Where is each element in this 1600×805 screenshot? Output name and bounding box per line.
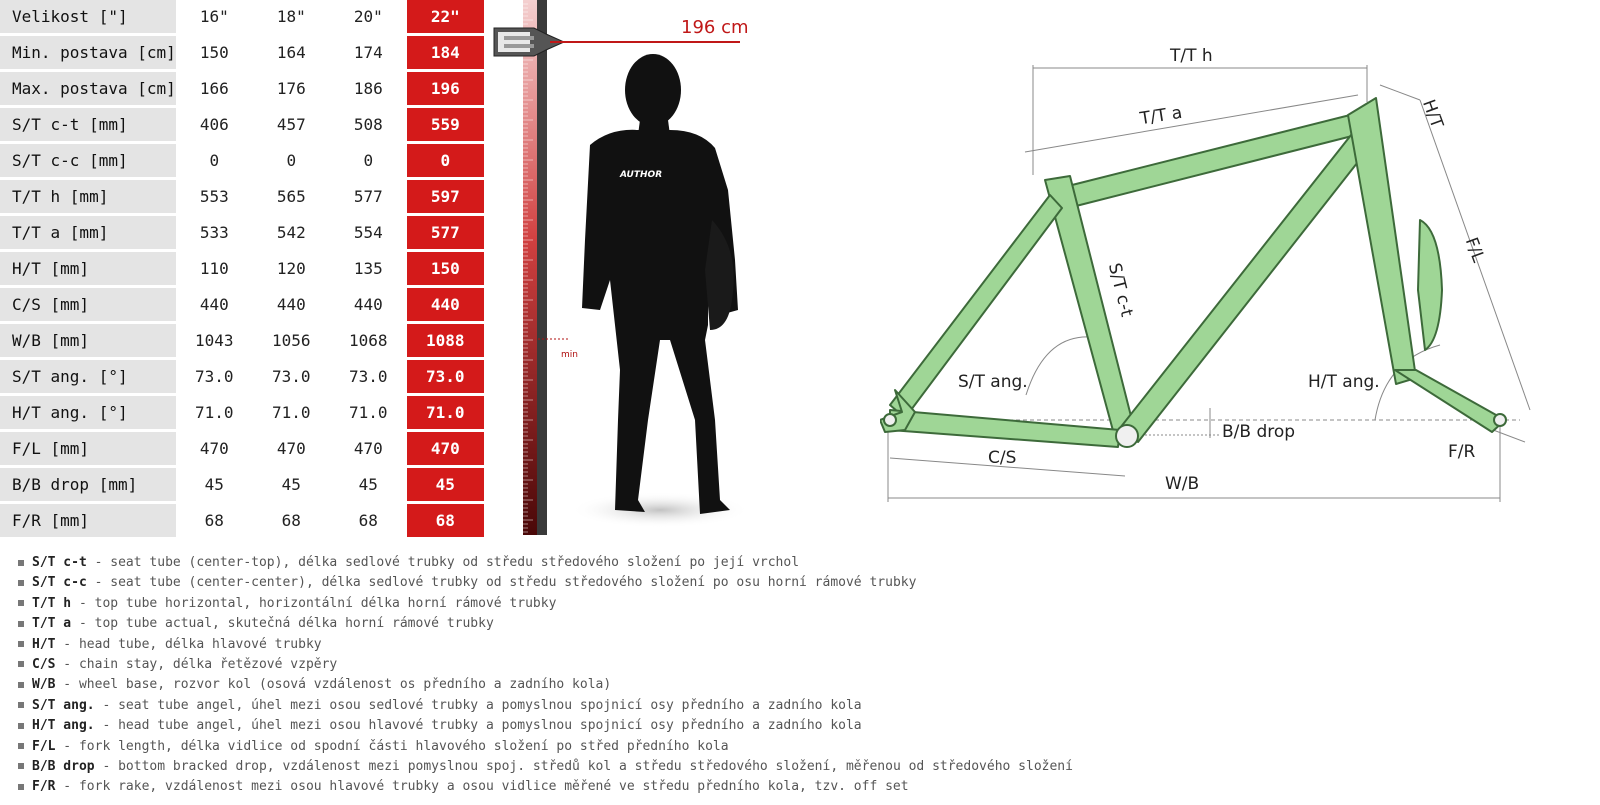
label-fl: F/L [1460, 234, 1489, 266]
value-cell: 73.0 [272, 367, 311, 386]
min-label: min [561, 350, 578, 360]
table-row [0, 252, 484, 285]
value-cell: 16" [199, 7, 229, 26]
legend-text: - seat tube (center-center), délka sedlové trubky od středu středového složení po osu horní rámové trubky [86, 575, 917, 591]
value-cell: 406 [199, 115, 229, 134]
row-label: S/T c-t [mm] [0, 108, 176, 141]
legend-abbr: F/L [32, 738, 56, 754]
label-cs: C/S [988, 448, 1017, 468]
legend-text: - chain stay, délka řetězové vzpěry [55, 656, 338, 672]
value-cell: 533 [199, 223, 229, 242]
fork-brake-mount [1418, 220, 1442, 350]
rear-axle [884, 414, 896, 426]
row-label: Max. postava [cm] [0, 72, 176, 105]
highlight-cell: 196 [407, 72, 484, 105]
legend-text: - fork rake, vzdálenost mezi osou hlavové trubky a osou vidlice měřené ve středu předního kola, tzv. off set [55, 779, 909, 795]
highlight-cell: 45 [407, 468, 484, 501]
table-row [0, 324, 484, 357]
fork-lower [1395, 370, 1505, 432]
value-cell: 68 [281, 511, 301, 530]
table-row [0, 180, 484, 213]
row-label: S/T c-c [mm] [0, 144, 176, 177]
brand-logo: AUTHOR [620, 170, 663, 180]
legend-abbr: W/B [32, 677, 56, 693]
table-row [0, 396, 484, 429]
bullet-icon [18, 743, 24, 749]
legend-text: - top tube actual, skutečná délka horní rámové trubky [71, 616, 494, 632]
value-cell: 45 [358, 475, 378, 494]
row-label: S/T ang. [°] [0, 360, 176, 393]
table-row [0, 288, 484, 321]
row-label: Velikost ["] [0, 0, 176, 33]
min-marker [538, 336, 568, 342]
label-fr: F/R [1448, 442, 1476, 462]
legend-text: - fork length, délka vidlice od spodní části hlavového složení po střed předního kola [55, 738, 729, 754]
value-cell: 565 [276, 187, 306, 206]
value-cell: 577 [353, 187, 383, 206]
legend-item [18, 675, 1073, 695]
geometry-table [0, 0, 484, 540]
highlight-cell: 22" [407, 0, 484, 33]
bullet-icon [18, 784, 24, 790]
row-label: W/B [mm] [0, 324, 176, 357]
legend-abbr: H/T ang. [32, 718, 95, 734]
head-tube-fork [1348, 98, 1416, 384]
label-stct: S/T c-t [1103, 261, 1137, 319]
table-row [0, 432, 484, 465]
value-cell: 110 [199, 259, 229, 278]
label-htang: H/T ang. [1308, 372, 1380, 392]
value-cell: 120 [276, 259, 306, 278]
legend-abbr: H/T [32, 636, 56, 652]
bullet-icon [18, 641, 24, 647]
value-cell: 68 [204, 511, 224, 530]
row-label: F/R [mm] [0, 504, 176, 537]
row-label: Min. postava [cm] [0, 36, 176, 69]
value-cell: 542 [276, 223, 306, 242]
height-ruler [523, 0, 547, 535]
value-cell: 1056 [272, 331, 311, 350]
highlight-cell: 71.0 [407, 396, 484, 429]
table-row [0, 0, 484, 33]
bottom-bracket [1116, 425, 1138, 447]
legend-text: - head tube, délka hlavové trubky [55, 636, 322, 652]
value-cell: 20" [353, 7, 383, 26]
table-row [0, 72, 484, 105]
value-cell: 470 [276, 439, 306, 458]
table-row [0, 360, 484, 393]
value-cell: 45 [281, 475, 301, 494]
front-axle [1494, 414, 1506, 426]
highlight-cell: 470 [407, 432, 484, 465]
legend-text: - seat tube (center-top), délka sedlové trubky od středu středového složení po její vrchol [86, 555, 800, 570]
legend-item [18, 716, 1073, 736]
value-cell: 73.0 [195, 367, 234, 386]
value-cell: 508 [353, 115, 383, 134]
legend-abbr: S/T ang. [32, 697, 95, 713]
value-cell: 186 [353, 79, 383, 98]
value-cell: 1068 [349, 331, 388, 350]
bullet-icon [18, 580, 24, 586]
value-cell: 553 [199, 187, 229, 206]
value-cell: 135 [353, 259, 383, 278]
legend-text: - wheel base, rozvor kol (osová vzdálenost os předního a zadního kola) [55, 677, 612, 693]
highlight-cell: 597 [407, 180, 484, 213]
geometry-table-body [0, 0, 484, 537]
legend-item [18, 655, 1073, 675]
legend-item [18, 737, 1073, 757]
highlight-cell: 150 [407, 252, 484, 285]
label-wb: W/B [1165, 474, 1200, 494]
legend-text: - top tube horizontal, horizontální délka horní rámové trubky [71, 595, 557, 611]
highlight-cell: 73.0 [407, 360, 484, 393]
row-label: T/T a [mm] [0, 216, 176, 249]
value-cell: 71.0 [272, 403, 311, 422]
st-angle-arc [1026, 337, 1090, 395]
legend-text: - head tube angel, úhel mezi osou hlavové trubky a pomyslnou spojnicí osy předního a zadního kola [94, 718, 862, 734]
value-cell: 440 [353, 295, 383, 314]
value-cell: 1043 [195, 331, 234, 350]
row-label: C/S [mm] [0, 288, 176, 321]
value-cell: 45 [204, 475, 224, 494]
value-cell: 166 [199, 79, 229, 98]
row-label: B/B drop [mm] [0, 468, 176, 501]
value-cell: 150 [199, 43, 229, 62]
legend-abbr: F/R [32, 779, 56, 795]
value-cell: 0 [363, 151, 374, 170]
legend-item [18, 553, 1073, 573]
label-bbdrop: B/B drop [1222, 422, 1296, 442]
legend-abbr: S/T c-t [32, 555, 87, 570]
row-label: H/T ang. [°] [0, 396, 176, 429]
table-row [0, 108, 484, 141]
legend-item [18, 614, 1073, 634]
bullet-icon [18, 763, 24, 769]
table-row [0, 468, 484, 501]
ht-dimension-line [1380, 85, 1420, 100]
bullet-icon [18, 661, 24, 667]
abbreviation-legend [18, 553, 1073, 798]
value-cell: 174 [353, 43, 383, 62]
legend-text: - bottom bracked drop, vzdálenost mezi pomyslnou spoj. středů kol a středu středového složení, měřenou od středového složení [94, 758, 1073, 774]
value-cell: 470 [199, 439, 229, 458]
value-cell: 440 [199, 295, 229, 314]
row-label: H/T [mm] [0, 252, 176, 285]
highlight-cell: 184 [407, 36, 484, 69]
value-cell: 470 [353, 439, 383, 458]
value-cell: 457 [276, 115, 306, 134]
bullet-icon [18, 560, 24, 566]
row-label: T/T h [mm] [0, 180, 176, 213]
value-cell: 68 [358, 511, 378, 530]
label-tta: T/T a [1138, 102, 1184, 130]
value-cell: 71.0 [349, 403, 388, 422]
highlight-cell: 68 [407, 504, 484, 537]
table-row [0, 144, 484, 177]
value-cell: 164 [276, 43, 306, 62]
highlight-cell: 577 [407, 216, 484, 249]
bullet-icon [18, 702, 24, 708]
highlight-cell: 440 [407, 288, 484, 321]
label-ht: H/T [1418, 96, 1447, 132]
bullet-icon [18, 723, 24, 729]
legend-abbr: T/T a [32, 616, 72, 632]
legend-item [18, 757, 1073, 777]
legend-item [18, 635, 1073, 655]
legend-abbr: T/T h [32, 595, 72, 611]
highlight-cell: 0 [407, 144, 484, 177]
value-cell: 71.0 [195, 403, 234, 422]
bullet-icon [18, 682, 24, 688]
chain-stay [890, 410, 1120, 447]
value-cell: 176 [276, 79, 306, 98]
highlight-cell: 559 [407, 108, 484, 141]
legend-abbr: S/T c-c [32, 575, 87, 591]
height-label: 196 cm [681, 17, 749, 38]
label-tth: T/T h [1170, 46, 1213, 66]
label-stang: S/T ang. [958, 372, 1028, 392]
value-cell: 0 [286, 151, 297, 170]
highlight-cell: 1088 [407, 324, 484, 357]
legend-item [18, 696, 1073, 716]
legend-abbr: C/S [32, 656, 56, 672]
bullet-icon [18, 600, 24, 606]
value-cell: 440 [276, 295, 306, 314]
legend-item [18, 777, 1073, 797]
legend-item [18, 573, 1073, 593]
legend-text: - seat tube angel, úhel mezi osou sedlové trubky a pomyslnou spojnicí osy předního a zadního kola [94, 697, 862, 713]
value-cell: 0 [209, 151, 220, 170]
value-cell: 554 [353, 223, 383, 242]
bullet-icon [18, 621, 24, 627]
value-cell: 18" [276, 7, 306, 26]
value-cell: 73.0 [349, 367, 388, 386]
legend-abbr: B/B drop [32, 758, 95, 774]
rider-silhouette [560, 40, 775, 535]
legend-item [18, 594, 1073, 614]
table-row [0, 504, 484, 537]
row-label: F/L [mm] [0, 432, 176, 465]
table-row [0, 216, 484, 249]
table-row [0, 36, 484, 69]
